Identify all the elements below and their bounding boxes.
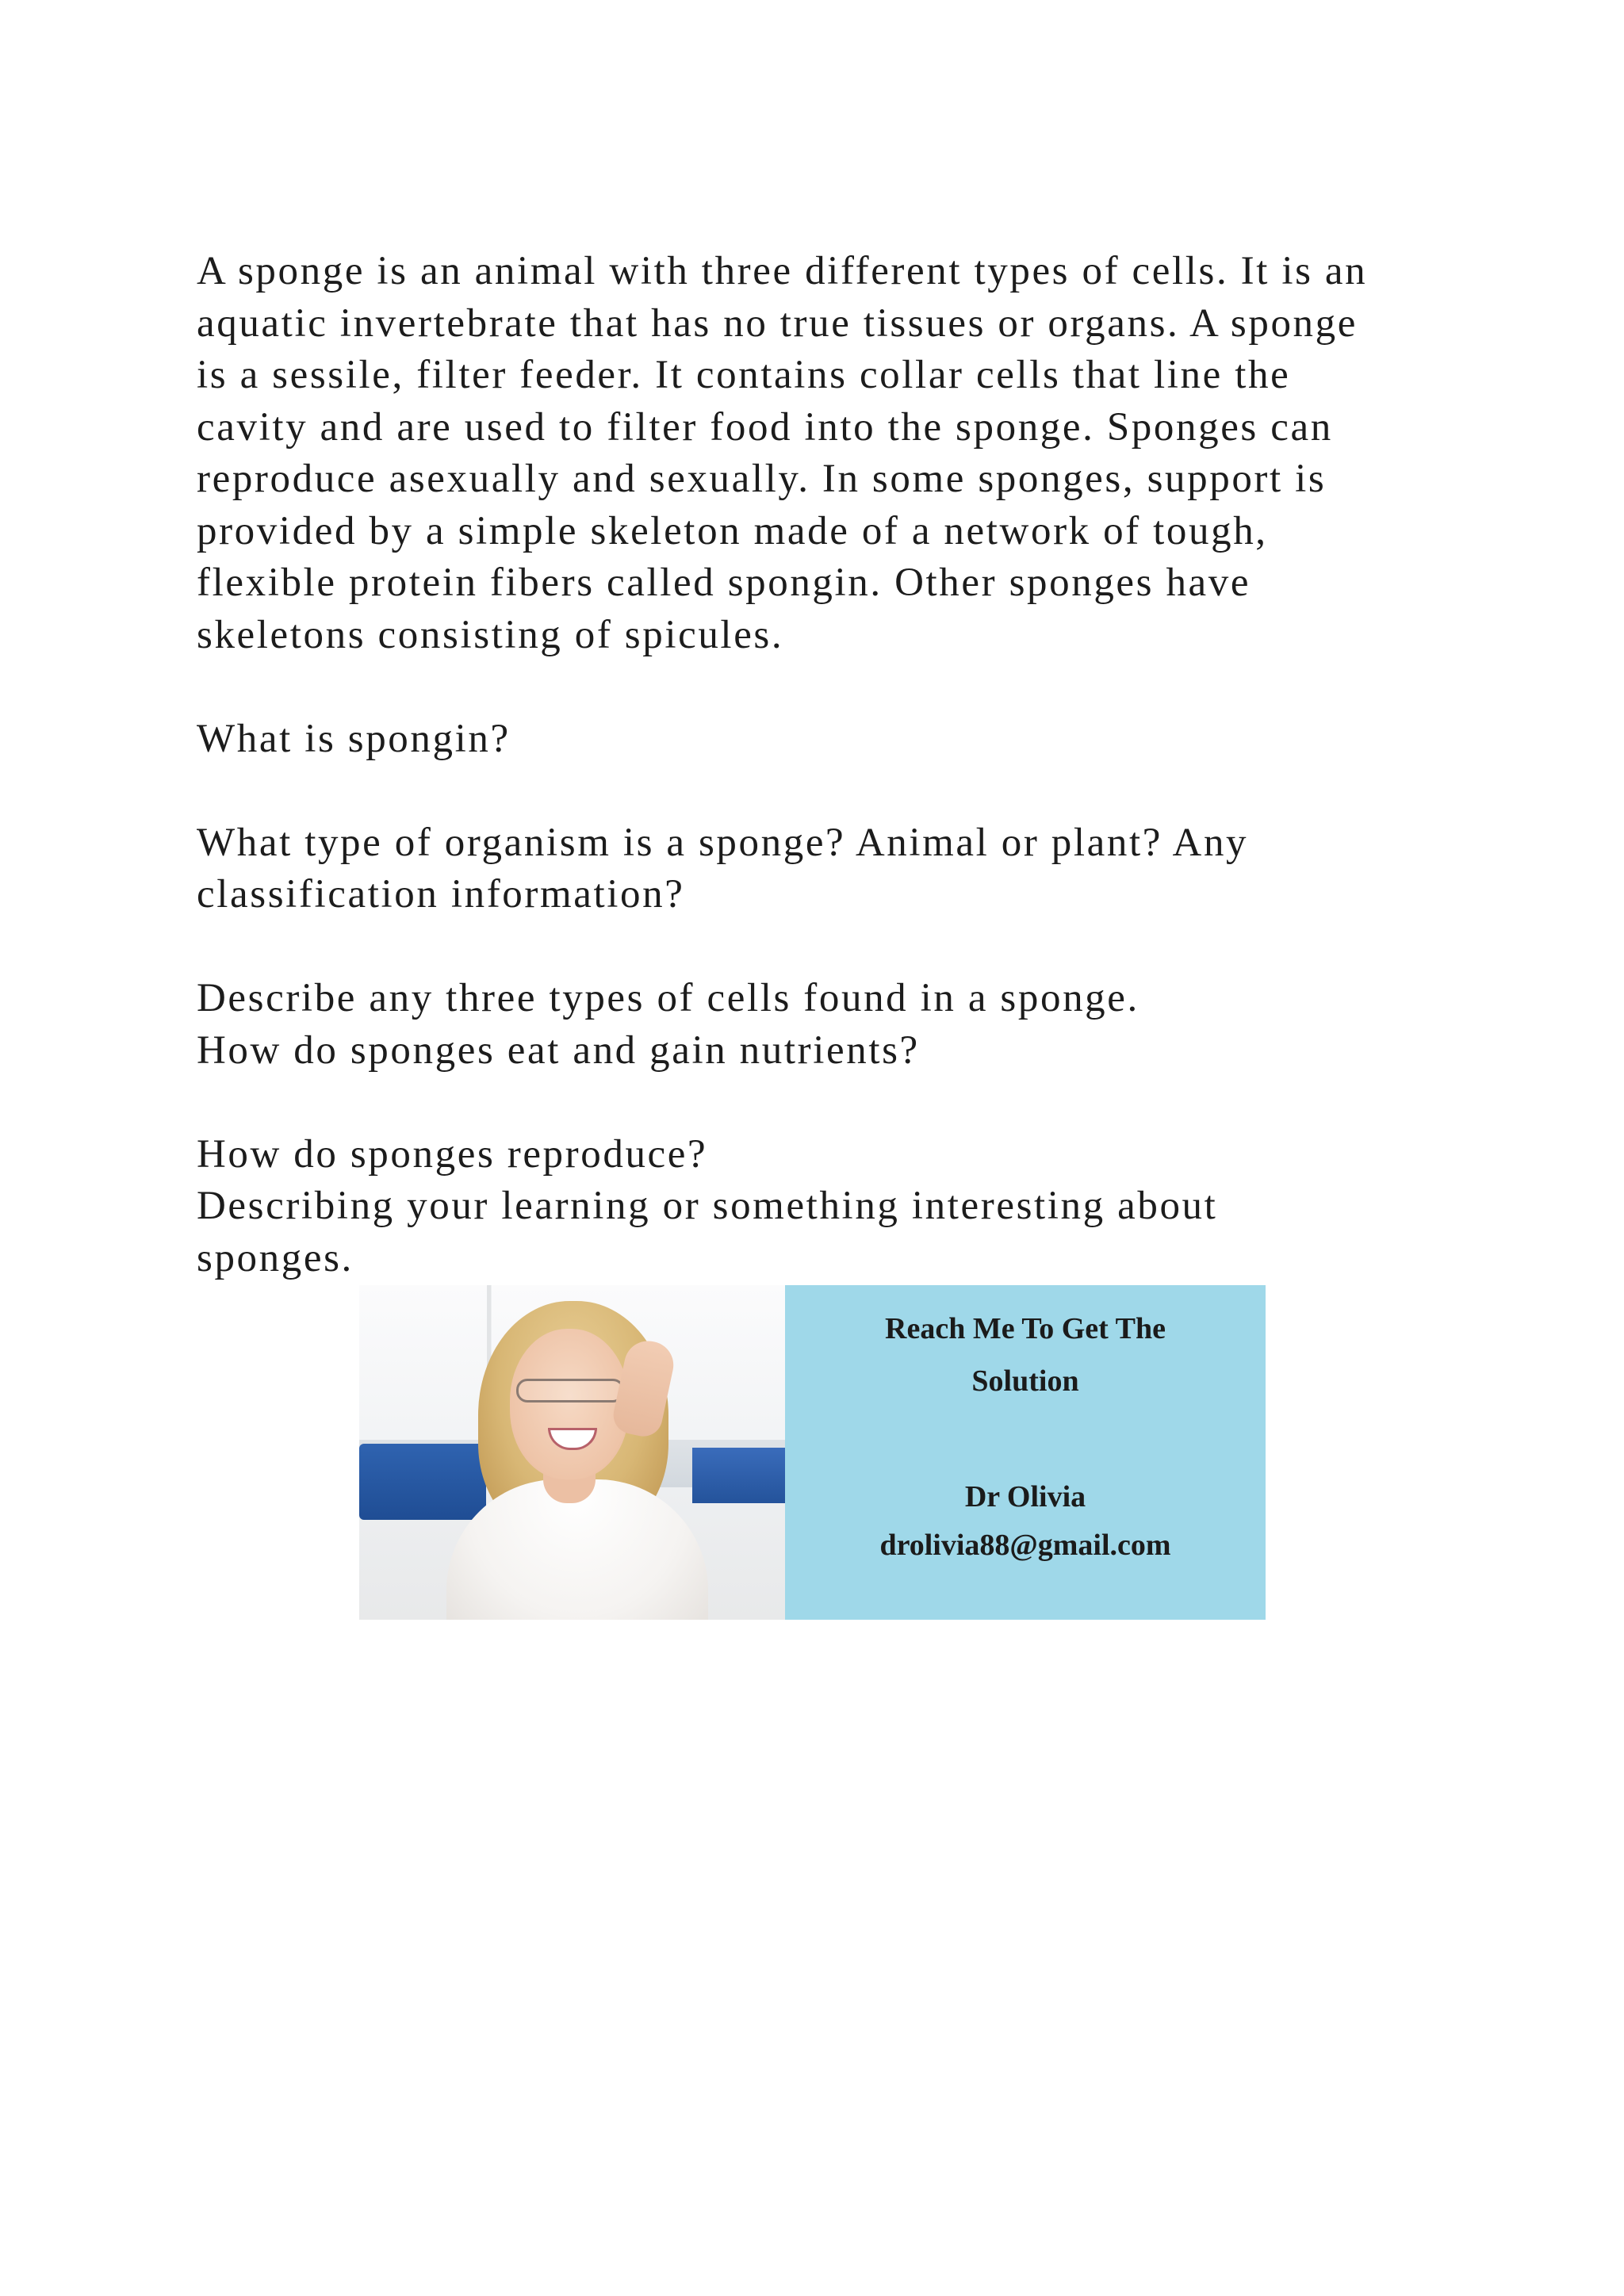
photo-blue-object [692,1448,785,1503]
photo-face [510,1329,629,1479]
paragraph-line: A sponge is an animal with three different types of cells. It is an [197,249,1368,293]
intro-paragraph [197,246,1434,661]
question-3: Describe any three types of cells found in a sponge. [197,976,1139,1020]
question-4: How do sponges eat and gain nutrients? [197,1027,920,1073]
document-text [197,246,1434,1284]
paragraph-line: skeletons consisting of spicules. [197,612,784,657]
paragraph-line: cavity and are used to filter food into the sponge. Sponges can [197,404,1333,450]
spacer [197,661,1434,714]
paragraph-line: provided by a simple skeleton made of a network of tough, [197,508,1268,553]
paragraph-line: aquatic invertebrate that has no true tissues or organs. A sponge [197,300,1358,346]
contact-email[interactable]: drolivia88@gmail.com [879,1529,1171,1562]
question-2-line: What type of organism is a sponge? Animal or plant? Any [197,820,1249,865]
question-6-line: Describing your learning or something interesting about [197,1184,1218,1228]
contact-info-panel [785,1285,1266,1620]
contact-name: Dr Olivia [964,1480,1086,1513]
banner-heading-line: Reach Me To Get The [885,1312,1166,1345]
paragraph-line: reproduce asexually and sexually. In some sponges, support is [197,457,1327,501]
question-1: What is spongin? [197,716,511,761]
photo-blue-object [359,1444,486,1520]
photo-glasses [516,1379,624,1402]
spacer [197,1077,1434,1129]
paragraph-line: flexible protein fibers called spongin. Other sponges have [197,561,1251,605]
woman-photo [359,1285,785,1620]
paragraph-line: is a sessile, filter feeder. It contains collar cells that line the [197,353,1291,397]
spacer [197,921,1434,974]
spacer [197,765,1434,817]
question-2-line: classification information? [197,872,685,916]
banner-heading-line: Solution [971,1364,1079,1398]
contact-banner [359,1285,1266,1620]
question-5: How do sponges reproduce? [197,1131,708,1177]
question-6-line: sponges. [197,1235,354,1280]
